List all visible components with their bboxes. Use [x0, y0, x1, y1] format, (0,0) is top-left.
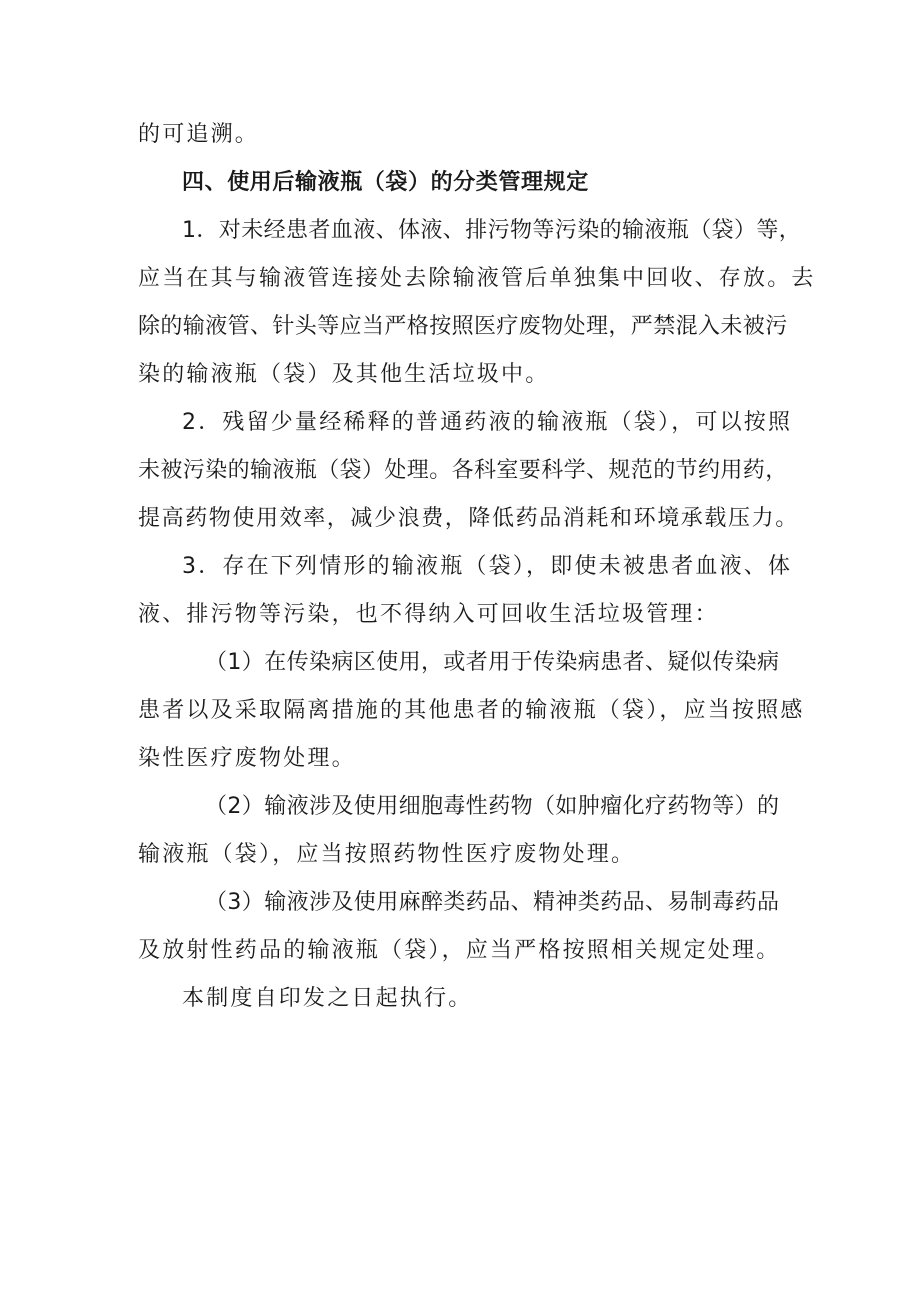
- text-line: 液、排污物等污染，也不得纳入可回收生活垃圾管理：: [138, 602, 719, 627]
- text-line: 提高药物使用效率，减少浪费，降低药品消耗和环境承载压力。: [138, 506, 799, 531]
- text-line: 染的输液瓶（袋）及其他生活垃圾中。: [138, 362, 550, 387]
- section-heading: 四、使用后输液瓶（袋）的分类管理规定: [182, 170, 589, 195]
- text-line: 输液瓶（袋），应当按照药物性医疗废物处理。: [138, 842, 636, 867]
- text-line: 2．残留少量经稀释的普通药液的输液瓶（袋），可以按照: [182, 410, 793, 435]
- text-line: 未被污染的输液瓶（袋）处理。各科室要科学、规范的节约用药，: [138, 458, 788, 483]
- text-line: 1．对未经患者血液、体液、排污物等污染的输液瓶（袋）等，: [182, 218, 802, 243]
- text-line: 本制度自印发之日起执行。: [182, 986, 473, 1011]
- text-line: 患者以及采取隔离措施的其他患者的输液瓶（袋），应当按照感: [138, 698, 805, 723]
- text-line: （3）输液涉及使用麻醉类药品、精神类药品、易制毒药品: [205, 890, 780, 915]
- text-line: 染性医疗废物处理。: [138, 746, 356, 771]
- text-line: 的可追溯。: [138, 122, 260, 147]
- text-line: 除的输液管、针头等应当严格按照医疗废物处理，严禁混入未被污: [138, 314, 788, 339]
- text-line: （1）在传染病区使用，或者用于传染病患者、疑似传染病: [205, 650, 780, 675]
- text-line: 3．存在下列情形的输液瓶（袋），即使未被患者血液、体: [182, 554, 793, 579]
- text-line: （2）输液涉及使用细胞毒性药物（如肿瘤化疗药物等）的: [205, 794, 780, 819]
- text-line: 应当在其与输液管连接处去除输液管后单独集中回收、存放。去: [138, 266, 816, 291]
- text-line: 及放射性药品的输液瓶（袋），应当严格按照相关规定处理。: [138, 938, 781, 963]
